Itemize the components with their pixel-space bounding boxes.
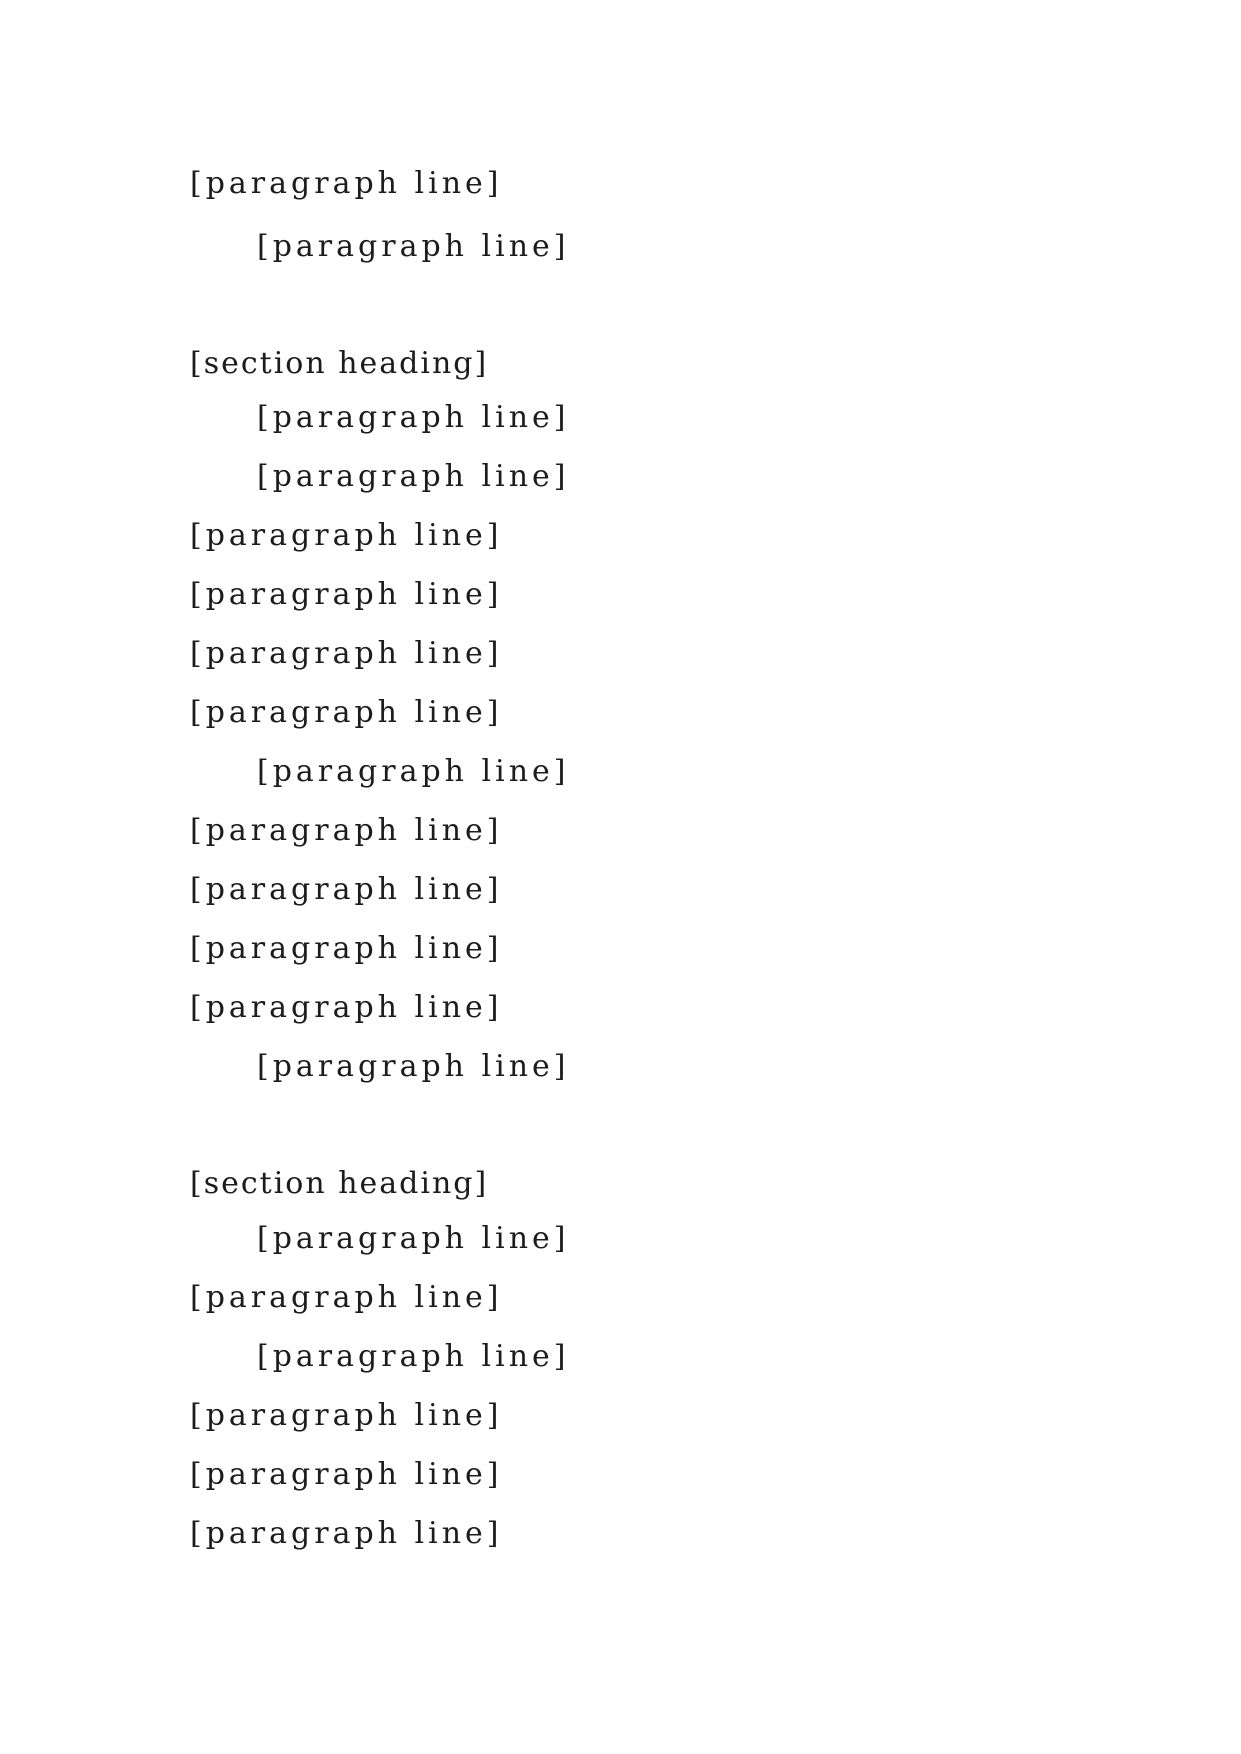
text-line: [paragraph line] (190, 695, 503, 730)
text-line: [paragraph line] (190, 636, 503, 671)
text-line: [paragraph line] (257, 459, 570, 494)
text-line: [paragraph line] (257, 1221, 570, 1256)
text-line: [paragraph line] (190, 1516, 503, 1551)
text-line: [paragraph line] (257, 754, 570, 789)
text-line: [paragraph line] (190, 1398, 503, 1433)
text-line: [paragraph line] (190, 166, 503, 201)
section-heading: [section heading] (190, 346, 489, 381)
section-heading: [section heading] (190, 1166, 489, 1201)
text-line: [paragraph line] (257, 400, 570, 435)
text-line: [paragraph line] (190, 931, 503, 966)
text-line: [paragraph line] (257, 1339, 570, 1374)
text-line: [paragraph line] (190, 813, 503, 848)
text-line: [paragraph line] (190, 1280, 503, 1315)
text-line: [paragraph line] (190, 990, 503, 1025)
text-line: [paragraph line] (190, 577, 503, 612)
text-line: [paragraph line] (190, 872, 503, 907)
text-line: [paragraph line] (190, 1457, 503, 1492)
text-line: [paragraph line] (257, 229, 570, 264)
text-line: [paragraph line] (190, 518, 503, 553)
text-line: [paragraph line] (257, 1049, 570, 1084)
